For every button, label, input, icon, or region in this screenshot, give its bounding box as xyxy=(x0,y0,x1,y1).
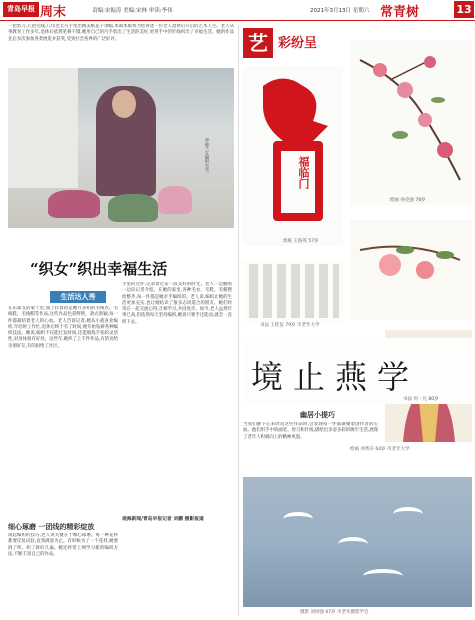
article-byline: 观海新闻/青岛早报记者 刘鹏 摄影报道 xyxy=(122,517,204,522)
sidebar-box-title: 幽居小提巧 xyxy=(300,411,335,419)
painting2-caption: 绘画 刘秀芬 64岁 市老年大学 xyxy=(350,447,410,452)
knitted-shoe xyxy=(48,190,100,218)
seagull xyxy=(338,537,368,551)
seal-caption: 书法 何一凡 80岁 xyxy=(403,397,439,402)
column-brand: 常青树 xyxy=(380,5,420,20)
papercut-caption: 剪纸 王海英 57岁 xyxy=(283,239,319,244)
peach-painting xyxy=(350,220,472,320)
knitted-shoe xyxy=(158,186,192,214)
photo-shelf xyxy=(8,68,78,188)
calligraphy-artwork xyxy=(243,260,343,322)
seal-script-text: 境止燕学 xyxy=(251,358,420,396)
plum-blossom-icon xyxy=(350,40,472,195)
art-section-title-rest: 彩纷呈 xyxy=(278,36,318,51)
painting1-caption: 绘画 孙克强 78岁 xyxy=(390,198,426,203)
column-divider xyxy=(238,24,239,616)
article-column-1: 在东部支的家宁里,墙上挂着的是她许多织的毛线衣、毛线鞋、毛线帽等作品,这些作品色彩鲜艳、款式新颖,每一件都凝结着老人的心血。老人告诉记者,她从小就喜欢编织,年轻时工作忙,退休后终于有了时间,便开始钻研各种编织技法。她说,编织不仅能打发时间,还能锻炼手指的灵活性,对身体很有好处。这些年,她织了上千件作品,有的送给亲朋好友,有的捐给了社区。 xyxy=(8,306,118,349)
seagull xyxy=(363,569,403,583)
column-tag: 生活达人秀 xyxy=(50,291,106,303)
article-intro: 一把剪刀,几团毛线,八旬老太巧手变出精美纸花千余幅,本期本版将为您讲述一位老人退休后开启的艺术人生。老人从事教育工作多年,退休后依然笔耕不辍,她用自己的巧手剪出了生活的美好,更用手中的针线织出了幸福生活。她的作品先后多次参加各类展览并获奖,受到社会各界的广泛好评。 xyxy=(8,24,234,42)
newspaper-logo: 青岛早报 xyxy=(3,2,39,17)
flower-painting xyxy=(350,40,472,205)
papercut-text: 福临门 xyxy=(297,156,310,189)
seagull-photo xyxy=(243,477,472,607)
calligraphy-strokes-icon xyxy=(243,260,343,322)
seagull xyxy=(283,512,313,526)
editor-credit: 责编:宋振涛 美编:宋林 审读:李伟 xyxy=(92,8,173,14)
seal-script-artwork xyxy=(243,338,472,404)
knitted-shoe xyxy=(108,194,158,222)
seagull xyxy=(393,507,423,521)
calligraphy-caption: 书法 王桂征 79岁 市老年大学 xyxy=(260,323,320,328)
art-section-title-first: 艺 xyxy=(243,28,273,58)
article-column-1b: 谈起编织的技巧,老人说关键在于细心琢磨。每一种花样都要反复试验,直到满意为止。有时候为了一个花样,她要拆了织、织了拆好几遍。她还经常上网学习新的编织方法,不断丰富自己的作品。 xyxy=(8,533,118,557)
article-headline: “织女”织出幸福生活 xyxy=(30,260,168,278)
issue-date: 2021年3月13日 星期六 xyxy=(310,8,370,14)
photo-face xyxy=(112,90,136,118)
peach-branch-icon xyxy=(350,220,472,320)
page-number: 13 xyxy=(454,1,474,18)
article-column-2: 手里的这件,记录着过去一段美好的时光。老人一边翻看一边向记者介绍。在她的家里,各种毛衣、毛鞋、毛帽摆放整齐,每一件都是她亲手编织的。老人说,编织让她的生活更加充实,也让她结识了很多志同道合的朋友。她们经常在一起交流心得,互相学习,共同进步。如今,老人虽然年事已高,但依然每天坚持编织,她说只要手还能动,就会一直织下去。 xyxy=(122,282,232,325)
papercut-rooster-icon xyxy=(243,66,343,236)
papercut-artwork xyxy=(243,66,343,246)
knitting-photo xyxy=(8,68,234,228)
sidebar-box-text: 当我们静下心来欣赏这些作品时,会发现每一件都凝聚着创作者的心血。他们用手中的画笔、剪刀和针线,描绘出多姿多彩的晚年生活,展现了老年人积极向上的精神风貌。 xyxy=(243,422,378,440)
seagull-photo-caption: 摄影 刘同强 67岁 市老年摄影学会 xyxy=(300,610,369,615)
article-subheading: 细心琢磨 一团线的精彩绽放 xyxy=(8,523,95,531)
section-title: 周末 xyxy=(40,5,67,20)
photo-caption: 李静兰在编织毛衣。 xyxy=(205,138,210,176)
